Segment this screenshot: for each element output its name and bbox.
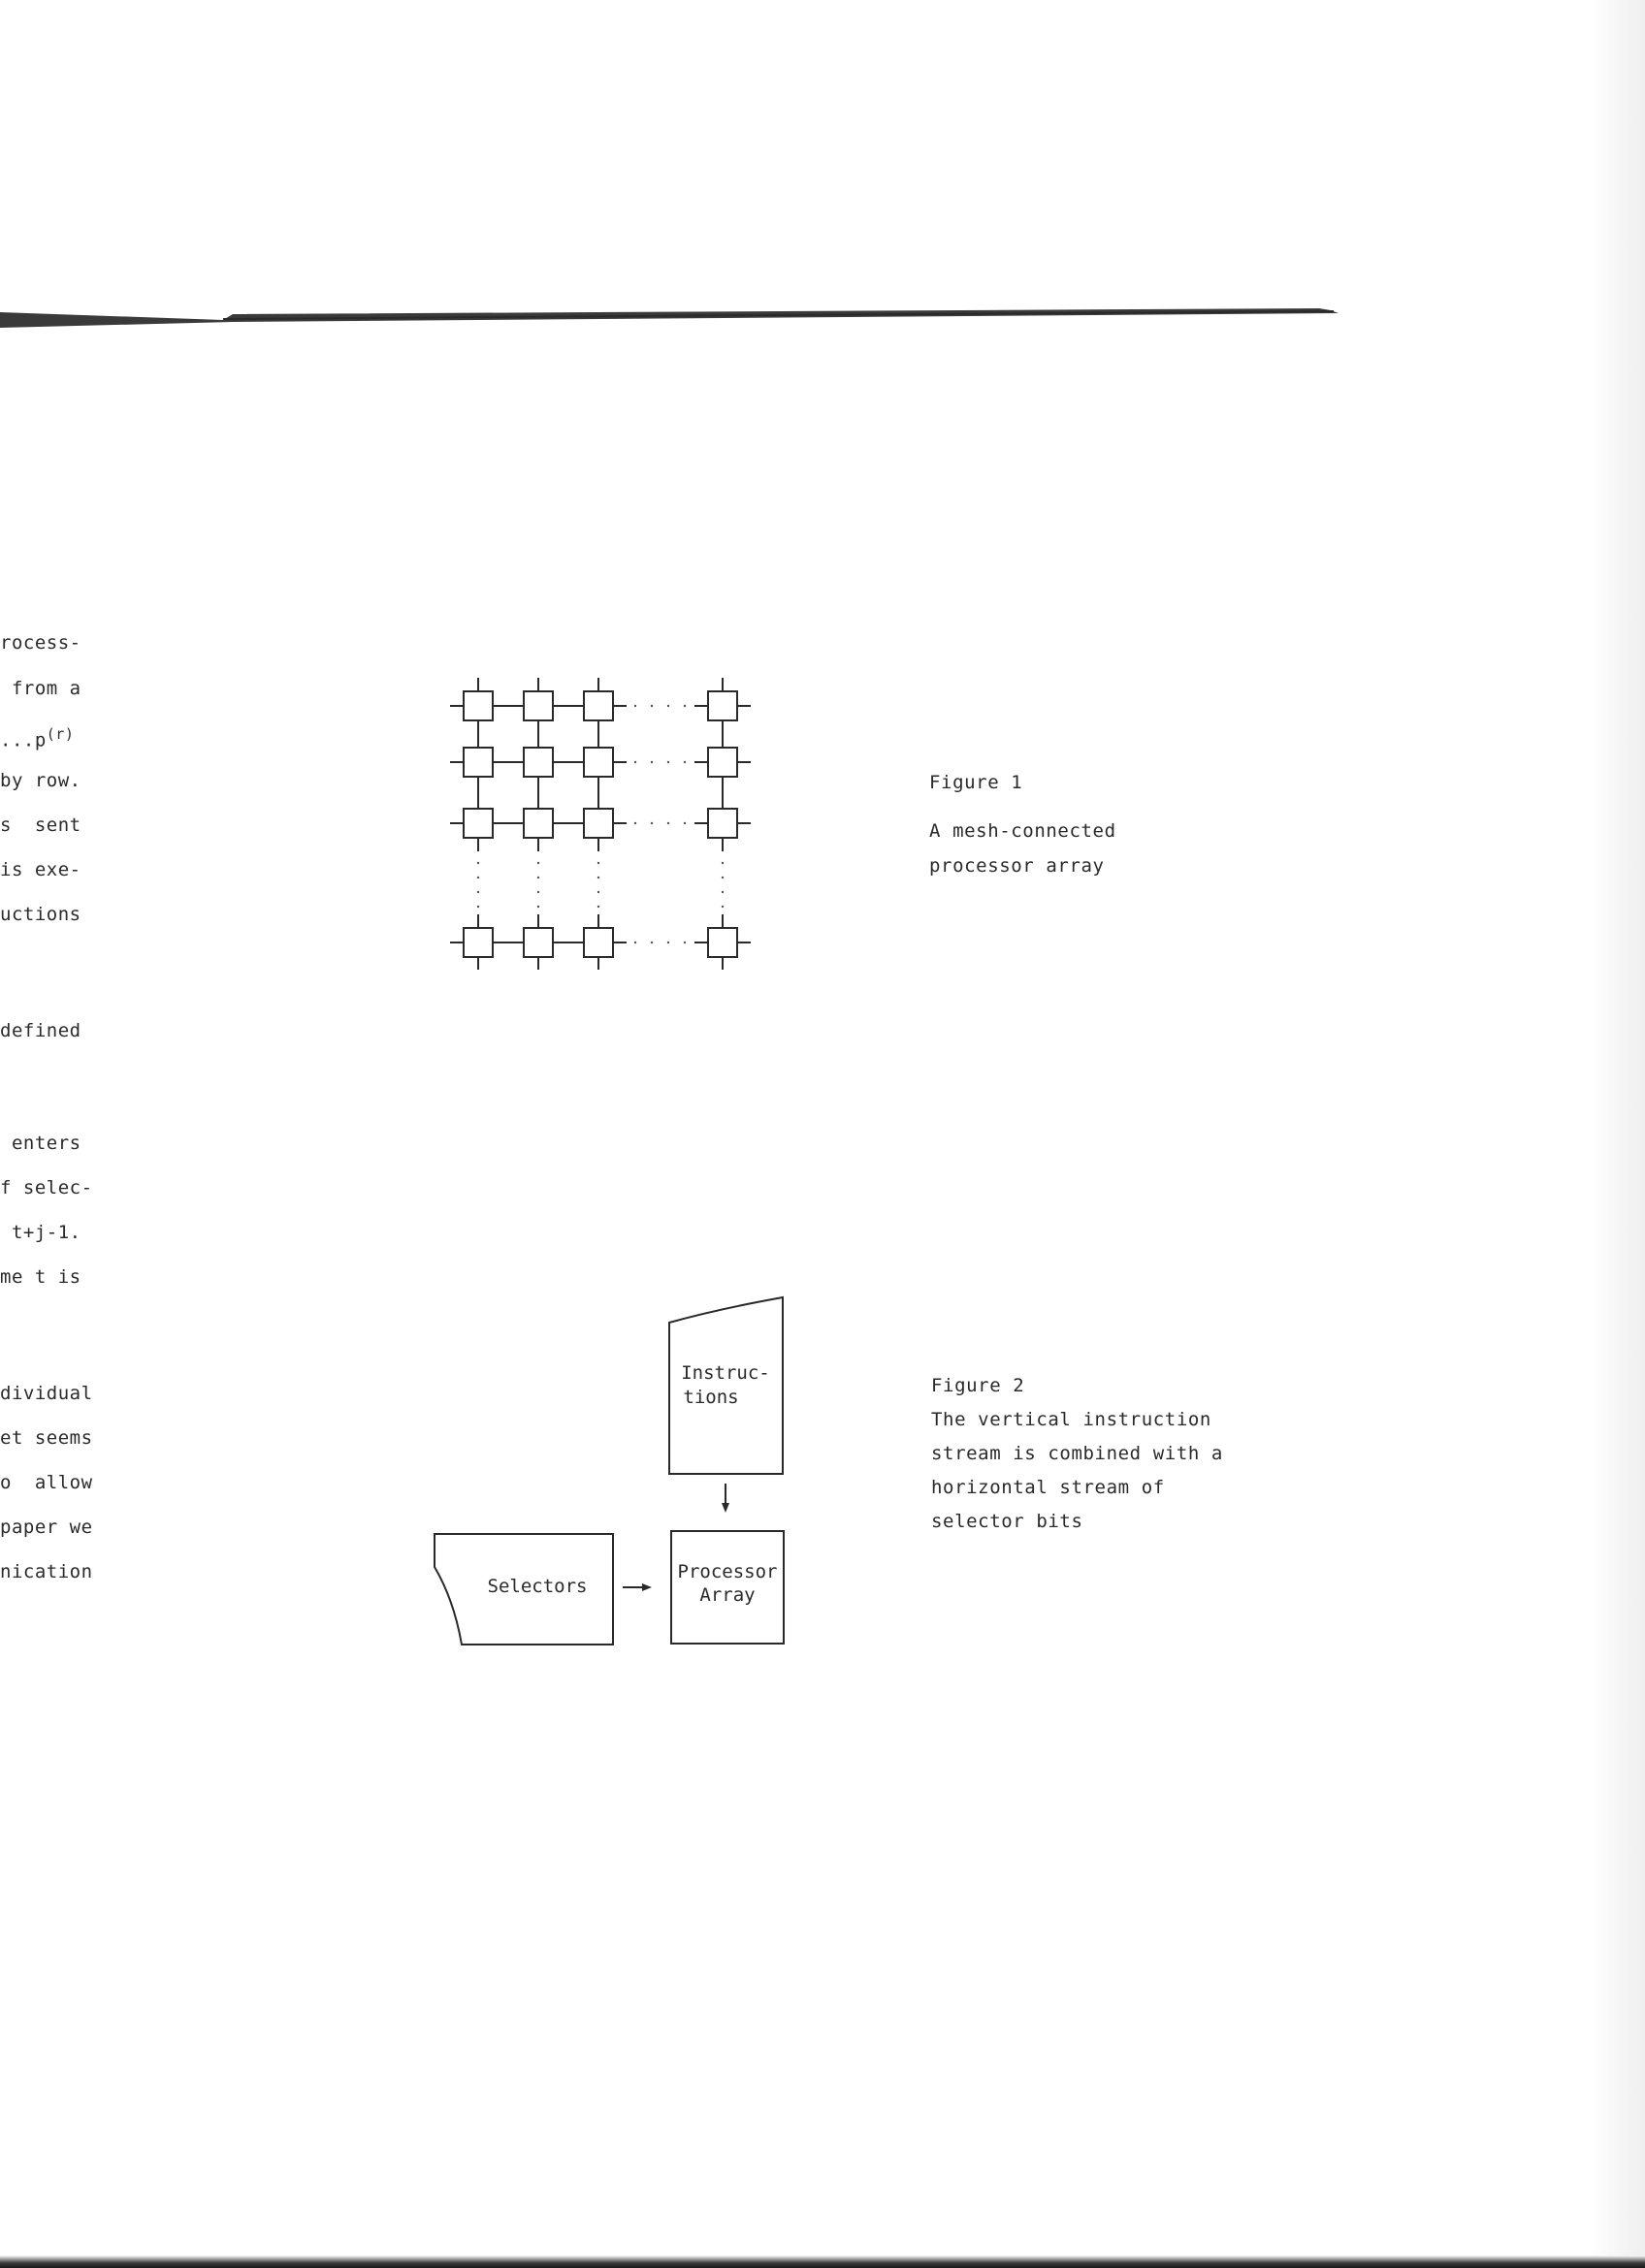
ellipsis-dot [722, 877, 724, 878]
ellipsis-dot [597, 891, 599, 893]
instructions-box [669, 1297, 783, 1474]
ellipsis-dot [684, 942, 686, 943]
processor-node [464, 691, 493, 720]
ellipsis-dot [537, 862, 539, 864]
figure1-caption-line-2: processor array [929, 855, 1105, 877]
right-arrow-head [642, 1583, 652, 1591]
margin-text-line: from a [0, 678, 81, 699]
margin-text-line: by row. [0, 770, 81, 791]
processor-node [524, 809, 553, 838]
ellipsis-dot [477, 877, 479, 878]
margin-text-line: nication [0, 1561, 93, 1582]
figure2-caption-line-1: The vertical instruction [931, 1409, 1211, 1430]
mesh-processor-array-diagram [436, 659, 766, 970]
processor-node [464, 809, 493, 838]
figure2-caption-line-4: selector bits [931, 1511, 1083, 1532]
ellipsis-dot [537, 877, 539, 878]
processor-node [708, 748, 737, 777]
instruction-selector-diagram [427, 1280, 834, 1668]
margin-text-line: defined [0, 1020, 81, 1041]
ellipsis-dot [651, 822, 653, 824]
processor-node [464, 928, 493, 957]
margin-text-line: s sent [0, 815, 81, 836]
processor-node [584, 809, 613, 838]
margin-text-line: uctions [0, 904, 81, 925]
margin-text-line: me t is [0, 1266, 81, 1288]
ellipsis-dot [634, 761, 636, 763]
ellipsis-dot [684, 705, 686, 707]
margin-text-line: rocess- [0, 632, 81, 654]
ellipsis-dot [667, 705, 669, 707]
margin-text-line: paper we [0, 1517, 93, 1538]
ellipsis-dot [684, 822, 686, 824]
instructions-label-line-2: tions [683, 1387, 739, 1408]
ellipsis-dot [722, 906, 724, 908]
ellipsis-dot [477, 906, 479, 908]
margin-text-line: enters [0, 1133, 81, 1154]
ellipsis-dot [634, 705, 636, 707]
figure2-title: Figure 2 [931, 1375, 1025, 1396]
ellipsis-dot [634, 822, 636, 824]
ellipsis-dot [651, 942, 653, 943]
ellipsis-dot [477, 891, 479, 893]
ellipsis-dot [722, 891, 724, 893]
ellipsis-dot [651, 705, 653, 707]
ellipsis-dot [537, 906, 539, 908]
top-rule [0, 301, 1645, 339]
ellipsis-dot [667, 942, 669, 943]
margin-text-line: t+j-1. [0, 1222, 81, 1243]
figure2-caption-line-3: horizontal stream of [931, 1477, 1165, 1498]
ellipsis-dot [597, 862, 599, 864]
ellipsis-dot [684, 761, 686, 763]
margin-text-line: et seems [0, 1427, 93, 1449]
down-arrow-head [722, 1503, 729, 1513]
processor-node [584, 748, 613, 777]
processor-node [524, 748, 553, 777]
ellipsis-dot [597, 877, 599, 878]
processor-label-line-1: Processor [677, 1561, 778, 1582]
margin-text-line: o allow [0, 1472, 93, 1493]
processor-node [584, 691, 613, 720]
ellipsis-dot [651, 761, 653, 763]
ellipsis-dot [667, 761, 669, 763]
margin-text-line: is exe- [0, 859, 81, 880]
processor-node [524, 691, 553, 720]
page-edge-shadow [1591, 0, 1645, 2268]
instructions-label-line-1: Instruc- [681, 1362, 770, 1384]
margin-text-line: dividual [0, 1383, 93, 1404]
processor-label-line-2: Array [699, 1584, 756, 1606]
ellipsis-dot [634, 942, 636, 943]
ellipsis-dot [477, 862, 479, 864]
figure2-caption-line-2: stream is combined with a [931, 1443, 1223, 1464]
processor-node [584, 928, 613, 957]
margin-text-line: f selec- [0, 1177, 93, 1198]
ellipsis-dot [597, 906, 599, 908]
page-bottom-edge [0, 2255, 1645, 2268]
margin-superscript: (r) [46, 725, 75, 743]
processor-node [524, 928, 553, 957]
ellipsis-dot [537, 891, 539, 893]
processor-node [708, 928, 737, 957]
figure1-caption-line-1: A mesh-connected [929, 820, 1116, 842]
ellipsis-dot [722, 862, 724, 864]
processor-node [708, 809, 737, 838]
ellipsis-dot [667, 822, 669, 824]
margin-text-line: $...p^{(r)}$ [0, 725, 75, 751]
processor-node [708, 691, 737, 720]
selectors-label: Selectors [487, 1576, 588, 1597]
processor-node [464, 748, 493, 777]
figure1-title: Figure 1 [929, 772, 1023, 793]
